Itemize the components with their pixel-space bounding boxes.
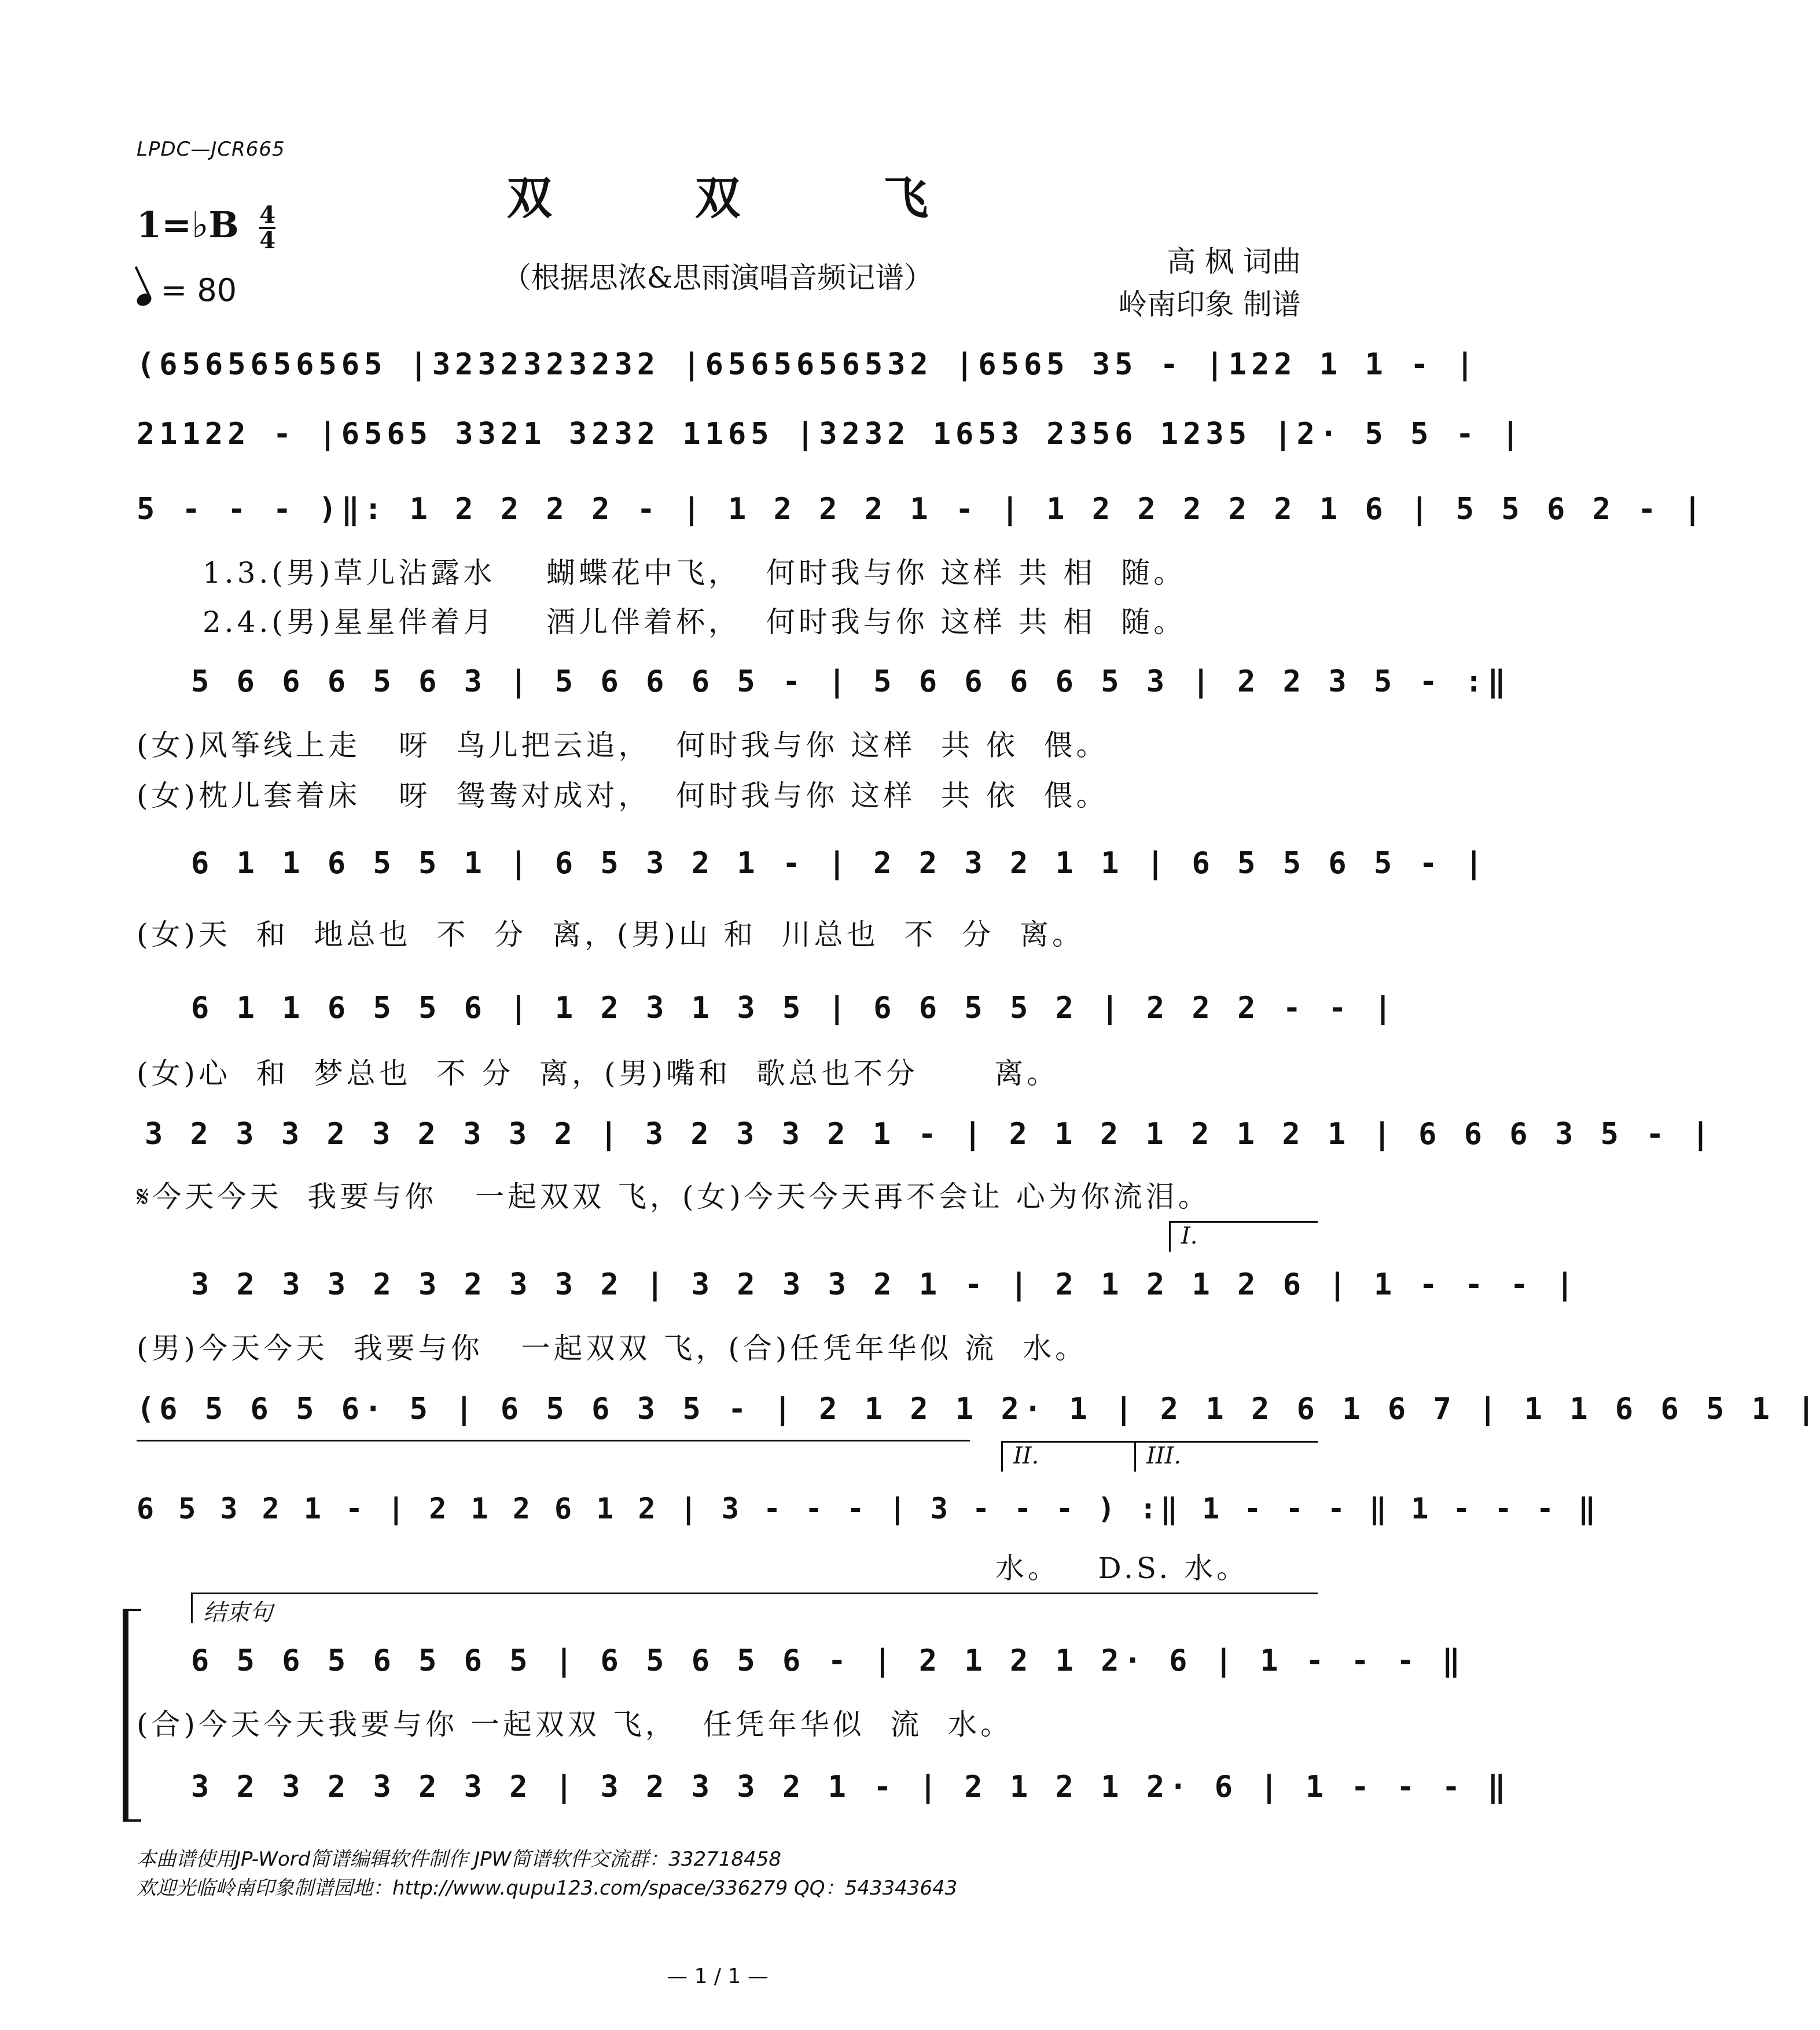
volta-2: II. [1001, 1441, 1138, 1472]
song-title: 双 双 飞 [506, 172, 992, 225]
quarter-note-icon [135, 291, 153, 308]
meter-bottom: 4 [259, 227, 276, 254]
staff-line-7: 3 2 3 3 2 3 2 3 3 2 | 3 2 3 3 2 1 - | 2 1 2 1 2 1 2 1 | 6 6 6 3 5 - | [145, 1117, 1715, 1152]
staff-line-8: 3 2 3 3 2 3 2 3 3 2 | 3 2 3 3 2 1 - | 2 1 2 1 2 6 | 1 - - - | [191, 1267, 1579, 1302]
lyric-line-5: (女)天 和 地总也 不 分 离，(男)山 和 川总也 不 分 离。 [137, 918, 1085, 951]
transcriber-credit: 岭南印象 制谱 [1118, 288, 1301, 321]
lyric-verse-3: (女)风筝线上走 呀 鸟儿把云追， 何时我与你 这样 共 依 偎。 [137, 729, 1109, 762]
composer-credit: 高 枫 词曲 [1167, 245, 1301, 278]
footer-line-2: 欢迎光临岭南印象制谱园地：http://www.qupu123.com/space/336279 QQ：543343643 [137, 1877, 958, 1900]
page-number: — 1 / 1 — [667, 1965, 769, 1988]
volta-3: III. [1134, 1441, 1318, 1472]
staff-line-11: 6 5 6 5 6 5 6 5 | 6 5 6 5 6 - | 2 1 2 1 2· 6 | 1 - - - ‖ [191, 1643, 1465, 1678]
section-label-ending: 结束句 [191, 1593, 1318, 1623]
volta-1: I. [1169, 1221, 1318, 1252]
lyric-line-6: (女)心 和 梦总也 不 分 离，(男)嘴和 歌总也不分 离。 [137, 1057, 1060, 1090]
tempo-value: = 80 [161, 272, 237, 308]
staff-line-3: 5 - - - )‖: 1 2 2 2 2 - | 1 2 2 2 1 - | 1 2 2 2 2 2 1 6 | 5 5 6 2 - | [137, 492, 1707, 527]
staff-line-9: (6 5 6 5 6· 5 | 6 5 6 3 5 - | 2 1 2 1 2· 1 | 2 1 2 6 1 6 7 | 1 1 6 6 5 1 | [137, 1392, 1820, 1426]
staff-line-12: 3 2 3 2 3 2 3 2 | 3 2 3 3 2 1 - | 2 1 2 1 2· 6 | 1 - - - ‖ [191, 1770, 1510, 1804]
staff-line-5: 6 1 1 6 5 5 1 | 6 5 3 2 1 - | 2 2 3 2 1 1 | 6 5 5 6 5 - | [191, 846, 1488, 881]
lyric-line-11: (合)今天今天我要与你 一起双双 飞， 任凭年华似 流 水。 [137, 1708, 1013, 1741]
staff-line-2: 21122 - |6565 3321 3232 1165 |3232 1653 2356 1235 |2· 5 5 - | [137, 417, 1524, 451]
lyric-line-10: 水。 D.S. 水。 [995, 1551, 1249, 1585]
staff-divider [137, 1440, 970, 1441]
key-signature [137, 201, 276, 254]
lyric-verse-2: 2.4.(男)星星伴着月 酒儿伴着杯， 何时我与你 这样 共 相 随。 [203, 605, 1186, 639]
staff-line-10: 6 5 3 2 1 - | 2 1 2 6 1 2 | 3 - - - | 3 - - - ) :‖ 1 - - - ‖ 1 - - - ‖ [137, 1492, 1600, 1525]
lyric-verse-1: 1.3.(男)草儿沾露水 蝴蝶花中飞， 何时我与你 这样 共 相 随。 [203, 556, 1186, 590]
staff-line-1: (6565656565 |3232323232 |6565656532 |6565 35 - |122 1 1 - | [137, 347, 1479, 382]
meter-top: 4 [259, 201, 276, 229]
footer-line-1: 本曲谱使用JP-Word简谱编辑软件制作 JPW简谱软件交流群：332718458 [137, 1848, 781, 1871]
lyric-line-7: 𝄋今天今天 我要与你 一起双双 飞，(女)今天今天再不会让 心为你流泪。 [137, 1180, 1211, 1213]
key-label: 1=♭B [137, 204, 239, 246]
tempo-mark [137, 272, 237, 308]
time-signature [259, 201, 276, 254]
score-code: LPDC—JCR665 [137, 138, 285, 161]
lyric-verse-4: (女)枕儿套着床 呀 鸳鸯对成对， 何时我与你 这样 共 依 偎。 [137, 779, 1109, 812]
staff-line-6: 6 1 1 6 5 5 6 | 1 2 3 1 3 5 | 6 6 5 5 2 | 2 2 2 - - | [191, 991, 1397, 1025]
subtitle: （根据思浓&思雨演唱音频记谱） [502, 261, 933, 295]
staff-line-4: 5 6 6 6 5 6 3 | 5 6 6 6 5 - | 5 6 6 6 6 5 3 | 2 2 3 5 - :‖ [191, 664, 1510, 699]
lyric-line-8: (男)今天今天 我要与你 一起双双 飞，(合)任凭年华似 流 水。 [137, 1332, 1088, 1365]
